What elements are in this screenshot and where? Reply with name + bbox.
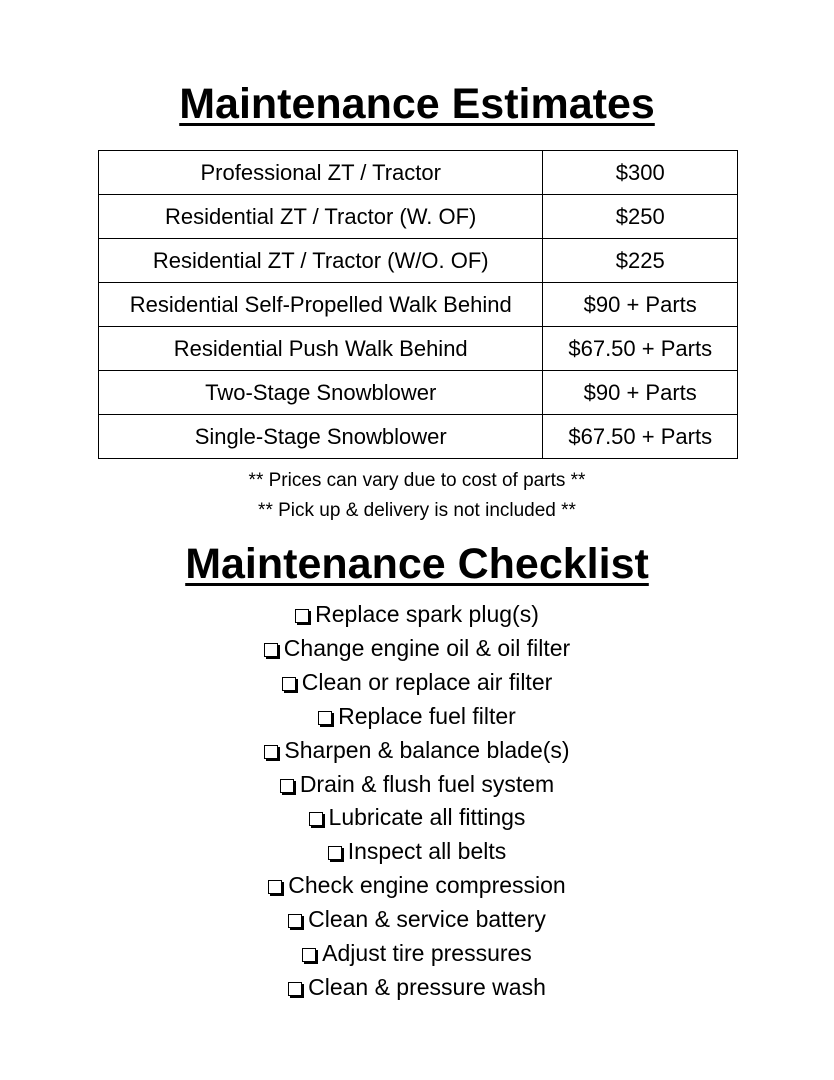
checkbox-icon xyxy=(302,948,316,962)
checkbox-icon xyxy=(282,677,296,691)
list-item xyxy=(0,666,834,700)
list-item-label: Check engine compression xyxy=(288,872,566,899)
checkbox-icon xyxy=(264,745,278,759)
list-item-label: Drain & flush fuel system xyxy=(299,770,555,797)
list-item-label: Clean & pressure wash xyxy=(308,973,546,1000)
list-item xyxy=(0,632,834,666)
checklist-title: Maintenance Checklist xyxy=(185,540,649,588)
service-cell: Residential ZT / Tractor (W/O. OF) xyxy=(99,239,543,283)
table-row xyxy=(99,415,738,459)
table-row xyxy=(99,239,738,283)
list-item-label: Replace fuel filter xyxy=(338,702,516,729)
list-item xyxy=(0,598,834,632)
list-item xyxy=(0,971,834,1005)
note-delivery: ** Pick up & delivery is not included ** xyxy=(258,500,576,521)
list-item xyxy=(0,801,834,835)
list-item-label: Sharpen & balance blade(s) xyxy=(284,736,570,763)
list-item xyxy=(0,700,834,734)
list-item xyxy=(0,768,834,802)
service-cell: Single-Stage Snowblower xyxy=(99,415,543,459)
price-cell: $67.50 + Parts xyxy=(543,415,738,459)
service-cell: Residential Push Walk Behind xyxy=(99,327,543,371)
checkbox-icon xyxy=(318,711,332,725)
list-item xyxy=(0,937,834,971)
list-item-label: Inspect all belts xyxy=(347,838,507,865)
price-cell: $90 + Parts xyxy=(543,283,738,327)
service-cell: Residential ZT / Tractor (W. OF) xyxy=(99,195,543,239)
checkbox-icon xyxy=(295,609,309,623)
checkbox-icon xyxy=(288,914,302,928)
estimates-title: Maintenance Estimates xyxy=(179,80,655,128)
checkbox-icon xyxy=(328,846,342,860)
table-row xyxy=(99,195,738,239)
list-item xyxy=(0,734,834,768)
price-cell: $90 + Parts xyxy=(543,371,738,415)
service-cell: Two-Stage Snowblower xyxy=(99,371,543,415)
table-row xyxy=(99,371,738,415)
service-cell: Residential Self-Propelled Walk Behind xyxy=(99,283,543,327)
price-cell: $225 xyxy=(543,239,738,283)
price-cell: $67.50 + Parts xyxy=(543,327,738,371)
table-row xyxy=(99,283,738,327)
list-item-label: Change engine oil & oil filter xyxy=(283,634,571,661)
estimates-table xyxy=(98,150,738,459)
note-parts-cost: ** Prices can vary due to cost of parts ** xyxy=(248,470,586,491)
checkbox-icon xyxy=(268,880,282,894)
estimates-notes xyxy=(0,466,834,526)
list-item xyxy=(0,903,834,937)
list-item xyxy=(0,869,834,903)
list-item-label: Replace spark plug(s) xyxy=(315,601,539,627)
table-row xyxy=(99,327,738,371)
list-item-label: Clean & service battery xyxy=(308,906,546,933)
service-cell: Professional ZT / Tractor xyxy=(99,151,543,195)
price-cell: $300 xyxy=(543,151,738,195)
list-item-label: Clean or replace air filter xyxy=(301,668,553,695)
checkbox-icon xyxy=(264,643,278,657)
table-row xyxy=(99,151,738,195)
list-item xyxy=(0,835,834,869)
checkbox-icon xyxy=(309,812,323,826)
checkbox-icon xyxy=(280,779,294,793)
list-item-label: Lubricate all fittings xyxy=(328,804,526,831)
price-cell: $250 xyxy=(543,195,738,239)
list-item-label: Adjust tire pressures xyxy=(322,940,532,967)
checklist xyxy=(0,598,834,1005)
checkbox-icon xyxy=(288,982,302,996)
